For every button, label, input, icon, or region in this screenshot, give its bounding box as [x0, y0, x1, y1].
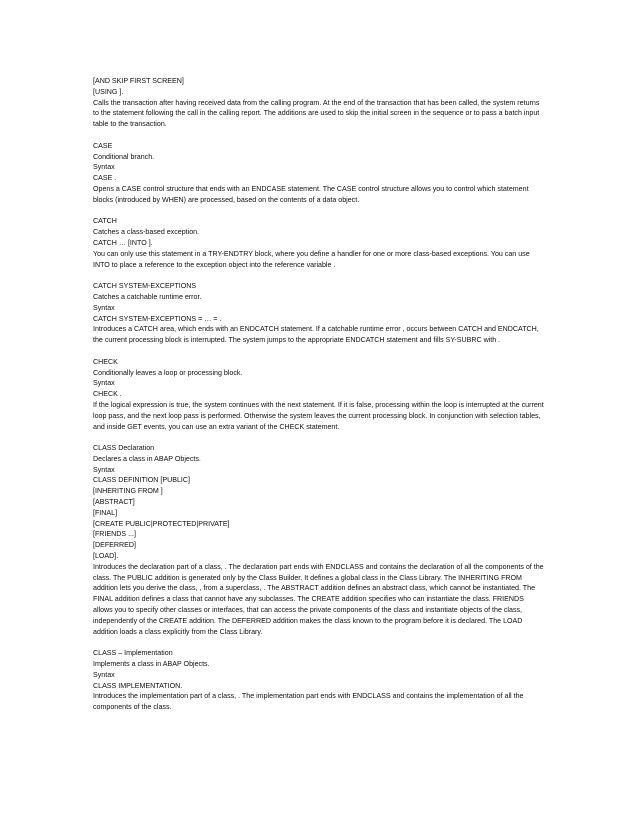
description-paragraph: Introduces the implementation part of a class, . The implementation part ends with ENDCLASS and contains the implementation of all the components of the class. [93, 692, 524, 712]
description-paragraph: Introduces the declaration part of a class, . The declaration part ends with ENDCLASS and contains the declaration of all the components of the class. The PUBLIC addition is generated only by the Class Builder. It defines a global class in the Class Library. The INHERITING FROM addition lets you derive the class, , from a superclass, . The ABSTRACT addition defines an abstract class, which cannot be instantiated. The FINAL addition defines a class that cannot have any subclasses. The CREATE addition specifies who can instantiate the class. FRIENDS allows you to specify other classes or interfaces, that can access the private components of the class and instantiate objects of the class, independently of the CREATE addition. The DEFERRED addition makes the class known to the program before it is declared. The LOAD addition loads a class explicitly from the Class Library. [93, 562, 544, 636]
section-class-declaration [93, 443, 545, 637]
syntax-line: [AND SKIP FIRST SCREEN] [93, 77, 184, 85]
section-class-implementation [93, 648, 545, 713]
syntax-line: [DEFERRED] [93, 541, 136, 550]
syntax-line: CASE [93, 141, 113, 150]
syntax-line: [USING ]. [93, 87, 124, 96]
syntax-line: CLASS – Implementation [93, 649, 173, 658]
description-paragraph: Opens a CASE control structure that ends with an ENDCASE statement. The CASE control structure allows you to control which statement blocks (introduced by WHEN) are processed, based on the contents of a data object. [93, 184, 529, 204]
description-paragraph: Introduces a CATCH area, which ends with an ENDCATCH statement. If a catchable runtime error , occurs between CATCH and ENDCATCH, the current processing block is interrupted. The system jumps to the appropriate ENDCATCH statement and fills SY-SUBRC with . [93, 325, 539, 345]
syntax-line: CATCH … [INTO ]. [93, 238, 153, 247]
syntax-line: Syntax [93, 163, 115, 172]
syntax-line: [FRIENDS ...] [93, 530, 136, 539]
syntax-line: Declares a class in ABAP Objects. [93, 454, 201, 463]
syntax-line: Syntax [93, 670, 115, 679]
syntax-line: Syntax [93, 303, 115, 312]
description-paragraph: If the logical expression is true, the system continues with the next statement. If it is false, processing within the loop is interrupted at the current loop pass, and the next loop pass is performed. Otherwise the system leaves the current processing block. In conjunction with selection tables, and inside GET events, you can use an extra variant of the CHECK statement. [93, 400, 544, 431]
syntax-line: [LOAD]. [93, 552, 119, 561]
description-paragraph: You can only use this statement in a TRY-ENDTRY block, where you define a handler for one or more class-based exceptions. You can use INTO to place a reference to the exception object into the reference variable . [93, 249, 530, 269]
section-catch [93, 216, 545, 270]
syntax-line: [CREATE PUBLIC|PROTECTED|PRIVATE] [93, 519, 230, 528]
section-check [93, 357, 545, 433]
syntax-line: CLASS DEFINITION [PUBLIC] [93, 476, 190, 485]
syntax-line: Conditionally leaves a loop or processing block. [93, 368, 243, 377]
syntax-line: CASE . [93, 174, 117, 183]
syntax-line: Conditional branch. [93, 152, 155, 161]
syntax-line: CATCH SYSTEM-EXCEPTIONS = … = . [93, 314, 222, 323]
syntax-line: Implements a class in ABAP Objects. [93, 660, 210, 669]
syntax-line: [ABSTRACT] [93, 498, 135, 507]
syntax-line: CHECK . [93, 390, 122, 399]
syntax-line: Syntax [93, 379, 115, 388]
syntax-line: CLASS IMPLEMENTATION. [93, 681, 183, 690]
syntax-line: Catches a class-based exception. [93, 228, 200, 237]
syntax-line: [FINAL] [93, 508, 118, 517]
syntax-line: CLASS Declaration [93, 444, 155, 453]
syntax-line: CATCH [93, 217, 117, 226]
syntax-line: Catches a catchable runtime error. [93, 292, 202, 301]
syntax-line: CHECK [93, 357, 118, 366]
section-catch-system-exceptions [93, 281, 545, 346]
syntax-line: CATCH SYSTEM-EXCEPTIONS [93, 282, 197, 291]
section-call-transaction-tail [93, 76, 545, 130]
syntax-line: Syntax [93, 465, 115, 474]
document-page [93, 76, 545, 713]
syntax-line: [INHERITING FROM ] [93, 487, 163, 496]
description-paragraph: Calls the transaction after having received data from the calling program. At the end of the transaction that has been called, the system returns to the statement following the call in the calling report. The additions are used to skip the initial screen in the sequence or to pass a batch input table to the transaction. [93, 98, 540, 129]
section-case [93, 141, 545, 206]
